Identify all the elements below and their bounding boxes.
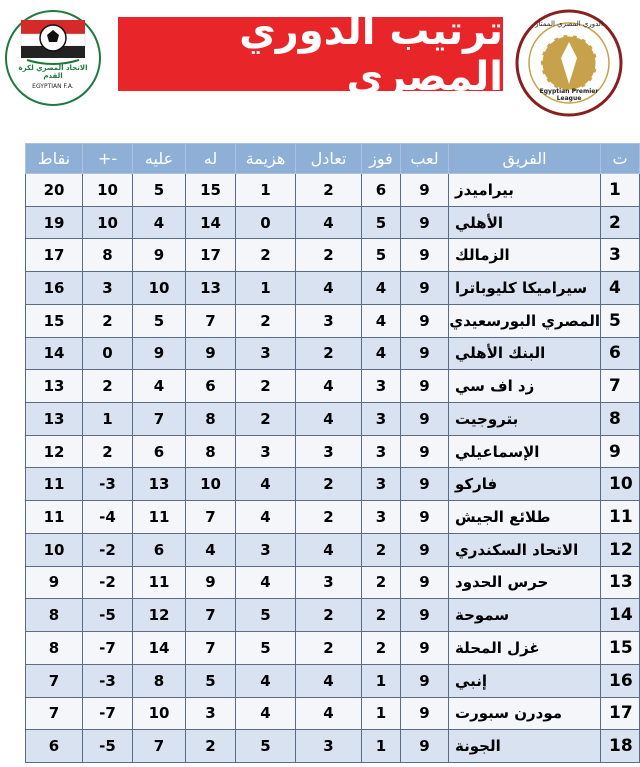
goal-difference-cell: 3: [83, 272, 133, 305]
goals-for-cell: 8: [186, 403, 236, 436]
goals-for-cell: 17: [186, 239, 236, 272]
page-title: ترتيب الدوري المصري: [239, 8, 503, 100]
points-cell: 14: [26, 337, 83, 370]
goals-for-cell: 5: [186, 664, 236, 697]
team-name-cell: المصري البورسعيدي: [449, 304, 601, 337]
points-cell: 16: [26, 272, 83, 305]
goals-against-cell: 14: [133, 632, 186, 665]
col-header-played: لعب: [401, 144, 449, 174]
rank-cell: 12: [601, 533, 640, 566]
table-row: [26, 566, 640, 599]
won-cell: 1: [362, 730, 401, 763]
points-cell: 11: [26, 501, 83, 534]
table-row: [26, 304, 640, 337]
goal-difference-cell: 10: [83, 206, 133, 239]
team-name-cell: الأهلي: [449, 206, 601, 239]
goals-against-cell: 10: [133, 272, 186, 305]
draw-cell: 4: [296, 403, 362, 436]
won-cell: 1: [362, 697, 401, 730]
rank-cell: 11: [601, 501, 640, 534]
table-row: [26, 664, 640, 697]
rank-cell: 13: [601, 566, 640, 599]
goals-against-cell: 10: [133, 697, 186, 730]
table-row: [26, 533, 640, 566]
goals-against-cell: 7: [133, 730, 186, 763]
rank-cell: 16: [601, 664, 640, 697]
goals-against-cell: 13: [133, 468, 186, 501]
won-cell: 3: [362, 370, 401, 403]
goals-for-cell: 13: [186, 272, 236, 305]
lost-cell: 4: [236, 664, 296, 697]
points-cell: 15: [26, 304, 83, 337]
won-cell: 3: [362, 403, 401, 436]
rank-cell: 17: [601, 697, 640, 730]
played-cell: 9: [401, 174, 449, 207]
goal-difference-cell: -7: [83, 632, 133, 665]
col-header-goal-difference: +-: [83, 144, 133, 174]
played-cell: 9: [401, 337, 449, 370]
draw-cell: 4: [296, 272, 362, 305]
col-header-goals-against: عليه: [133, 144, 186, 174]
points-cell: 6: [26, 730, 83, 763]
goals-for-cell: 4: [186, 533, 236, 566]
draw-cell: 4: [296, 664, 362, 697]
played-cell: 9: [401, 664, 449, 697]
points-cell: 13: [26, 370, 83, 403]
points-cell: 8: [26, 599, 83, 632]
won-cell: 2: [362, 533, 401, 566]
draw-cell: 3: [296, 730, 362, 763]
played-cell: 9: [401, 501, 449, 534]
won-cell: 6: [362, 174, 401, 207]
won-cell: 3: [362, 501, 401, 534]
goal-difference-cell: 0: [83, 337, 133, 370]
played-cell: 9: [401, 697, 449, 730]
won-cell: 5: [362, 206, 401, 239]
goal-difference-cell: -3: [83, 468, 133, 501]
played-cell: 9: [401, 599, 449, 632]
won-cell: 3: [362, 468, 401, 501]
goals-for-cell: 10: [186, 468, 236, 501]
goal-difference-cell: 2: [83, 435, 133, 468]
table-row: [26, 468, 640, 501]
goals-against-cell: 9: [133, 337, 186, 370]
goals-for-cell: 8: [186, 435, 236, 468]
team-name-cell: فاركو: [449, 468, 601, 501]
lost-cell: 2: [236, 304, 296, 337]
points-cell: 10: [26, 533, 83, 566]
lost-cell: 4: [236, 697, 296, 730]
played-cell: 9: [401, 632, 449, 665]
lost-cell: 1: [236, 272, 296, 305]
draw-cell: 3: [296, 304, 362, 337]
goals-for-cell: 2: [186, 730, 236, 763]
lost-cell: 1: [236, 174, 296, 207]
team-name-cell: الاتحاد السكندري: [449, 533, 601, 566]
goals-for-cell: 7: [186, 501, 236, 534]
draw-cell: 4: [296, 370, 362, 403]
rank-cell: 1: [601, 174, 640, 207]
points-cell: 17: [26, 239, 83, 272]
table-row: [26, 730, 640, 763]
epl-logo-arabic-text: الدوري المصري الممتاز: [535, 20, 603, 28]
draw-cell: 4: [296, 206, 362, 239]
team-name-cell: الإسماعيلي: [449, 435, 601, 468]
team-name-cell: بيراميدز: [449, 174, 601, 207]
team-name-cell: سموحة: [449, 599, 601, 632]
draw-cell: 2: [296, 174, 362, 207]
played-cell: 9: [401, 730, 449, 763]
lost-cell: 3: [236, 337, 296, 370]
rank-cell: 8: [601, 403, 640, 436]
rank-cell: 9: [601, 435, 640, 468]
team-name-cell: إنبي: [449, 664, 601, 697]
points-cell: 11: [26, 468, 83, 501]
team-name-cell: مودرن سبورت: [449, 697, 601, 730]
won-cell: 3: [362, 435, 401, 468]
rank-cell: 5: [601, 304, 640, 337]
goals-for-cell: 9: [186, 337, 236, 370]
team-name-cell: الزمالك: [449, 239, 601, 272]
points-cell: 12: [26, 435, 83, 468]
rank-cell: 10: [601, 468, 640, 501]
epl-logo-english-text: Egyptian Premier League: [539, 88, 599, 102]
standings-body: [26, 174, 640, 763]
lost-cell: 5: [236, 632, 296, 665]
draw-cell: 3: [296, 435, 362, 468]
lost-cell: 3: [236, 435, 296, 468]
won-cell: 4: [362, 304, 401, 337]
team-name-cell: الجونة: [449, 730, 601, 763]
lost-cell: 2: [236, 239, 296, 272]
draw-cell: 3: [296, 566, 362, 599]
standings-table: [25, 143, 640, 763]
lost-cell: 4: [236, 501, 296, 534]
played-cell: 9: [401, 435, 449, 468]
team-name-cell: سيراميكا كليوباترا: [449, 272, 601, 305]
goals-for-cell: 7: [186, 632, 236, 665]
goal-difference-cell: -5: [83, 730, 133, 763]
table-row: [26, 435, 640, 468]
goals-for-cell: 9: [186, 566, 236, 599]
points-cell: 13: [26, 403, 83, 436]
lost-cell: 2: [236, 403, 296, 436]
goals-against-cell: 12: [133, 599, 186, 632]
goals-for-cell: 7: [186, 304, 236, 337]
draw-cell: 4: [296, 697, 362, 730]
lost-cell: 4: [236, 566, 296, 599]
played-cell: 9: [401, 533, 449, 566]
lost-cell: 3: [236, 533, 296, 566]
won-cell: 2: [362, 599, 401, 632]
goals-against-cell: 4: [133, 370, 186, 403]
goal-difference-cell: 10: [83, 174, 133, 207]
draw-cell: 2: [296, 599, 362, 632]
goal-difference-cell: 2: [83, 304, 133, 337]
goal-difference-cell: 8: [83, 239, 133, 272]
col-header-rank: ت: [601, 144, 640, 174]
rank-cell: 18: [601, 730, 640, 763]
rank-cell: 7: [601, 370, 640, 403]
goal-difference-cell: 1: [83, 403, 133, 436]
points-cell: 7: [26, 697, 83, 730]
table-row: [26, 599, 640, 632]
lost-cell: 0: [236, 206, 296, 239]
goals-against-cell: 4: [133, 206, 186, 239]
table-row: [26, 206, 640, 239]
goals-for-cell: 15: [186, 174, 236, 207]
table-row: [26, 272, 640, 305]
col-header-won: فوز: [362, 144, 401, 174]
fa-logo-english-text: EGYPTIAN F.A.: [32, 83, 74, 90]
won-cell: 4: [362, 272, 401, 305]
goals-against-cell: 9: [133, 239, 186, 272]
won-cell: 4: [362, 337, 401, 370]
lost-cell: 5: [236, 599, 296, 632]
goal-difference-cell: -2: [83, 566, 133, 599]
fa-logo-arabic-text: الاتحاد المصري لكرة القدم: [18, 64, 88, 80]
goals-against-cell: 6: [133, 435, 186, 468]
rank-cell: 4: [601, 272, 640, 305]
goals-for-cell: 7: [186, 599, 236, 632]
team-name-cell: طلائع الجيش: [449, 501, 601, 534]
rank-cell: 6: [601, 337, 640, 370]
rank-cell: 15: [601, 632, 640, 665]
goal-difference-cell: -4: [83, 501, 133, 534]
lost-cell: 2: [236, 370, 296, 403]
goal-difference-cell: -5: [83, 599, 133, 632]
table-row: [26, 501, 640, 534]
draw-cell: 2: [296, 632, 362, 665]
team-name-cell: حرس الحدود: [449, 566, 601, 599]
table-row: [26, 632, 640, 665]
table-header-row: [26, 144, 640, 174]
col-header-lost: هزيمة: [236, 144, 296, 174]
draw-cell: 2: [296, 337, 362, 370]
table-row: [26, 337, 640, 370]
rank-cell: 14: [601, 599, 640, 632]
goals-against-cell: 11: [133, 501, 186, 534]
points-cell: 20: [26, 174, 83, 207]
table-row: [26, 239, 640, 272]
points-cell: 7: [26, 664, 83, 697]
col-header-team: الفريق: [449, 144, 601, 174]
draw-cell: 2: [296, 501, 362, 534]
points-cell: 9: [26, 566, 83, 599]
draw-cell: 2: [296, 239, 362, 272]
played-cell: 9: [401, 403, 449, 436]
table-row: [26, 697, 640, 730]
goals-for-cell: 14: [186, 206, 236, 239]
goals-against-cell: 6: [133, 533, 186, 566]
rank-cell: 2: [601, 206, 640, 239]
goals-for-cell: 3: [186, 697, 236, 730]
won-cell: 5: [362, 239, 401, 272]
played-cell: 9: [401, 468, 449, 501]
lost-cell: 5: [236, 730, 296, 763]
goal-difference-cell: 2: [83, 370, 133, 403]
played-cell: 9: [401, 304, 449, 337]
won-cell: 1: [362, 664, 401, 697]
goal-difference-cell: -7: [83, 697, 133, 730]
col-header-goals-for: له: [186, 144, 236, 174]
played-cell: 9: [401, 370, 449, 403]
team-name-cell: زد اف سي: [449, 370, 601, 403]
played-cell: 9: [401, 272, 449, 305]
lost-cell: 4: [236, 468, 296, 501]
points-cell: 8: [26, 632, 83, 665]
goal-difference-cell: -2: [83, 533, 133, 566]
played-cell: 9: [401, 239, 449, 272]
draw-cell: 2: [296, 468, 362, 501]
table-row: [26, 174, 640, 207]
col-header-draw: تعادل: [296, 144, 362, 174]
won-cell: 2: [362, 632, 401, 665]
draw-cell: 4: [296, 533, 362, 566]
goals-for-cell: 6: [186, 370, 236, 403]
table-row: [26, 403, 640, 436]
team-name-cell: البنك الأهلي: [449, 337, 601, 370]
played-cell: 9: [401, 206, 449, 239]
team-name-cell: بتروجيت: [449, 403, 601, 436]
table-row: [26, 370, 640, 403]
goals-against-cell: 5: [133, 174, 186, 207]
played-cell: 9: [401, 566, 449, 599]
team-name-cell: غزل المحلة: [449, 632, 601, 665]
goals-against-cell: 5: [133, 304, 186, 337]
goals-against-cell: 7: [133, 403, 186, 436]
page-header: [0, 0, 640, 140]
title-banner: [118, 8, 503, 100]
won-cell: 2: [362, 566, 401, 599]
goals-against-cell: 11: [133, 566, 186, 599]
rank-cell: 3: [601, 239, 640, 272]
points-cell: 19: [26, 206, 83, 239]
goals-against-cell: 8: [133, 664, 186, 697]
egyptian-fa-logo: [3, 8, 103, 108]
goal-difference-cell: -3: [83, 664, 133, 697]
col-header-points: نقاط: [26, 144, 83, 174]
